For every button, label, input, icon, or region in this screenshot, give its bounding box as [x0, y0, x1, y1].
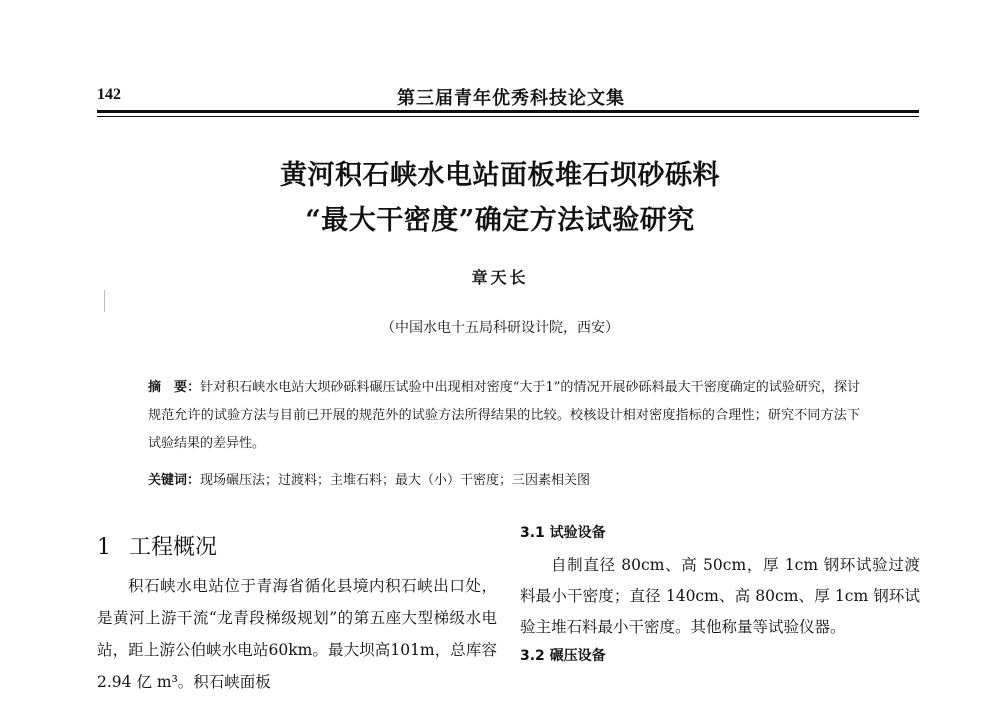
journal-title: 第三届青年优秀科技论文集 [397, 88, 625, 109]
section-title: 工程概况 [129, 535, 218, 560]
keywords-label: 关键词： [148, 473, 201, 488]
keywords [148, 469, 860, 488]
article-title-line2: “最大干密度”确定方法试验研究 [305, 205, 695, 236]
subsection-3-1-paragraph: 自制直径 80cm、高 50cm，厚 1cm 钢环试验过渡料最小干密度；直径 140cm、高 80cm、厚 1cm 钢环试验主堆石料最小干密度。其他称量等试验仪器。 [520, 556, 920, 636]
subsection-heading-3-2: 3.2 碾压设备 [520, 648, 606, 664]
header-rule-thin [97, 116, 919, 117]
abstract-label: 摘 要： [148, 380, 201, 395]
header-rule-thick [97, 110, 919, 113]
page-number: 142 [97, 86, 121, 103]
article-title-line1: 黄河积石峡水电站面板堆石坝砂砾料 [280, 160, 720, 191]
left-column [97, 530, 497, 698]
section-number: 1 [97, 535, 111, 560]
keywords-text: 现场碾压法；过渡料；主堆石料；最大（小）干密度；三因素相关图 [200, 473, 591, 488]
subsection-heading-3-1: 3.1 试验设备 [520, 525, 606, 541]
abstract-text: 针对积石峡水电站大坝砂砾料碾压试验中出现相对密度“大于1”的情况开展砂砾料最大干密度确定的试验研究，探讨规范允许的试验方法与目前已开展的规范外的试验方法所得结果的比较。校核设计相对密度指标的合理性；研究不同方法下试验结果的差异性。 [148, 380, 860, 451]
section1-paragraph: 积石峡水电站位于青海省循化县境内积石峡出口处，是黄河上游干流“龙青段梯级规划”的第五座大型梯级水电站，距上游公伯峡水电站60km。最大坝高101m，总库容2.94 亿 m³。积石峡面板 [97, 577, 497, 691]
author-name: 章天长 [471, 268, 529, 287]
author-affiliation: （中国水电十五局科研设计院，西安） [381, 320, 619, 336]
section-heading-1 [97, 530, 497, 570]
scan-margin-mark [104, 290, 105, 312]
running-header [97, 84, 919, 110]
abstract [148, 374, 860, 458]
right-column [520, 522, 920, 673]
